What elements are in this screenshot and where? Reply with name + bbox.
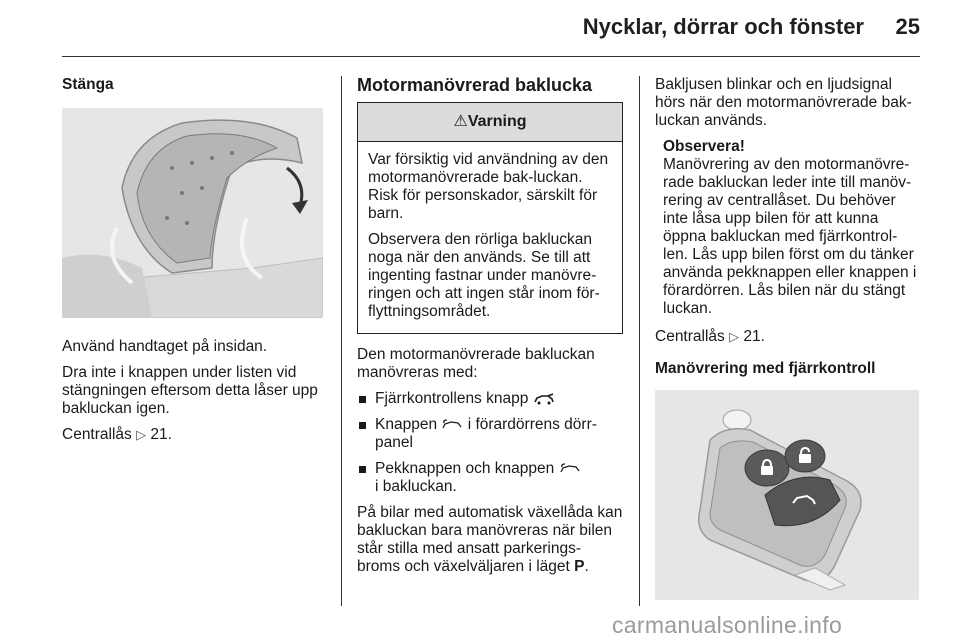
bullet-square-icon [359,422,366,429]
bullet-square-icon [359,466,366,473]
warning-text-2: Observera den rörliga bakluckan noga när den används. Se till att ingenting fastnar under manövre-ringen och att ingen står inom för-flyttningsområdet. [368,231,600,320]
column-divider-1 [341,76,342,606]
section-heading-motorized-tailgate: Motormanövrerad baklucka [357,75,593,95]
reference-label: Centrallås [655,328,725,345]
cross-reference [655,328,921,346]
reference-page: 21. [743,328,765,345]
section-heading-stanga: Stänga [62,76,114,93]
instruction-text-1: Använd handtaget på insidan. [62,338,268,355]
warning-icon: ⚠ [453,113,468,130]
list-item: Knappen i förardörrens dörr-panel [357,416,623,452]
remote-key-drawing [655,390,919,600]
column-1 [62,76,328,452]
tailgate-drawing [62,108,323,318]
tailgate-open-icon [559,463,581,475]
tailgate-open-icon [441,419,463,431]
remote-key-illustration [655,390,919,600]
operation-intro: Den motormanövrerade bakluckan manövreras med: [357,346,595,381]
lights-signal-text: Bakljusen blinkar och en ljudsignal hörs när den motormanövrerade bak-luckan används. [655,76,912,129]
tailgate-illustration [62,108,323,318]
section-heading-remote-operation: Manövrering med fjärrkontroll [655,360,876,377]
warning-header [358,103,622,142]
page-number: 25 [895,14,920,39]
watermark: carmanualsonline.info [612,612,843,638]
column-3 [655,76,921,600]
list-item: Fjärrkontrollens knapp [357,390,623,408]
warning-box [357,102,623,334]
page-reference-icon: ▷ [136,427,147,442]
warning-text-1: Var försiktig vid användning av den motormanövrerade bak-luckan. Risk för personskador, särskilt för barn. [368,151,609,222]
reference-label: Centrallås [62,426,132,443]
instruction-text-2: Dra inte i knappen under listen vid stängningen eftersom detta låser upp bakluckan igen. [62,364,318,417]
warning-label: Varning [467,113,527,130]
car-tailgate-icon [533,393,555,405]
header-rule [62,56,920,57]
operation-list [357,390,623,496]
bullet-square-icon [359,396,366,403]
warning-body [358,142,622,333]
list-item: Pekknappen och knappen i bakluckan. [357,460,623,496]
note-title: Observera! [663,138,745,155]
cross-reference [62,426,328,444]
page-header-title: Nycklar, dörrar och fönster [582,14,864,39]
column-2 [357,76,623,584]
automatic-transmission-text: På bilar med automatisk växellåda kan bakluckan bara manövreras när bilen står stilla med ansatt parkerings-broms och växelväljaren i läget P. [357,504,623,575]
page-reference-icon: ▷ [729,329,740,344]
reference-page: 21. [150,426,172,443]
note-body: Manövrering av den motormanövre-rade bakluckan leder inte till manöv-rering av centrallåset. Du behöver inte låsa upp bilen för att kunna öppna bakluckan med fjärrkontrol-len. Lås upp bilen först om du tänker använda pekknappen eller knappen i förardörren. Lås bilen när du stängt luckan. [663,156,917,317]
note-box [663,138,921,318]
column-divider-2 [639,76,640,606]
gear-position-p: P [574,558,585,575]
